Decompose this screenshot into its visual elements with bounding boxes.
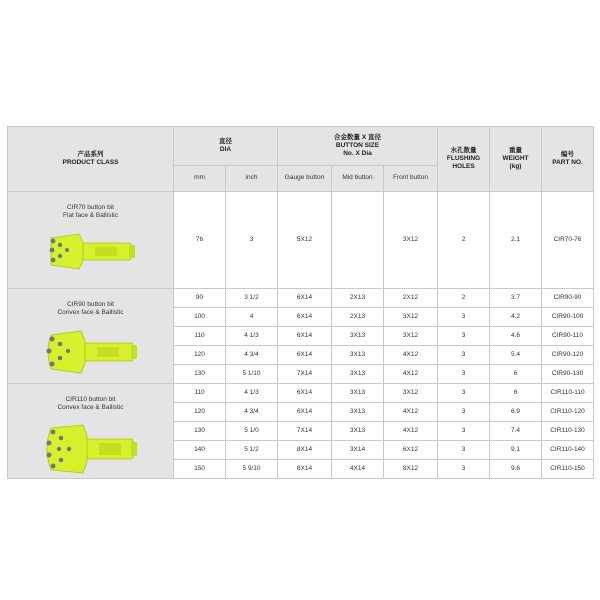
cell-inch: 3 [226,192,278,289]
cell-gauge: 6X14 [278,308,332,327]
cell-part: CIR110-110 [542,384,594,403]
group-cir70 [8,192,594,289]
cell-front: 4X12 [384,403,438,422]
product-type: Flat face & Ballistic [63,212,118,220]
product-name: CIR110 button bit [65,396,116,403]
header-button-size-zh: 合金数量 X 直径 [334,133,381,141]
cell-front: 6X12 [384,441,438,460]
cell-gauge: 7X14 [278,365,332,384]
cell-part: CIR70-76 [542,192,594,289]
header-product-class-zh: 产品系列 [77,150,104,158]
cell-inch: 4 [226,308,278,327]
product-name: CIR90 button bit [67,301,114,308]
cell-inch: 4 3/4 [226,346,278,365]
product-cell [8,289,174,384]
cell-part: CIR110-130 [542,422,594,441]
cell-holes: 2 [438,192,490,289]
cell-mm: 120 [174,346,226,365]
button-bit-icon [43,230,139,272]
cell-inch: 4 1/3 [226,384,278,403]
cell-gauge: 8X14 [278,460,332,479]
cell-gauge: 6X14 [278,289,332,308]
cell-gauge: 7X14 [278,422,332,441]
product-cell [8,192,174,289]
cell-holes: 3 [438,441,490,460]
header-gauge-button: Gauge button [278,166,332,192]
cell-mm: 100 [174,308,226,327]
cell-part: CIR110-150 [542,460,594,479]
cell-mid: 3X14 [332,441,384,460]
cell-weight: 7.4 [490,422,542,441]
product-name: CIR70 button bit [67,204,114,211]
header-button-size [278,127,438,166]
cell-mm: 150 [174,460,226,479]
cell-holes: 3 [438,346,490,365]
cell-inch: 4 1/3 [226,327,278,346]
cell-front: 4X12 [384,346,438,365]
cell-holes: 3 [438,460,490,479]
cell-front: 8X12 [384,460,438,479]
cell-holes: 3 [438,327,490,346]
header-mid-button: Mid button [332,166,384,192]
cell-mid: 2X13 [332,289,384,308]
header-part-en: PART NO. [552,159,583,166]
cell-part: CIR110-120 [542,403,594,422]
cell-weight: 3.7 [490,289,542,308]
cell-weight: 6 [490,384,542,403]
table-row [8,192,594,289]
header-dia-en: DIA [219,146,232,153]
cell-mid: 3X13 [332,422,384,441]
cell-mm: 130 [174,365,226,384]
cell-front: 3X12 [384,192,438,289]
table-row [8,384,594,403]
cell-front: 3X12 [384,327,438,346]
cell-mid [332,192,384,289]
cell-weight: 6 [490,365,542,384]
cell-mid: 3X13 [332,384,384,403]
cell-mid: 2X13 [332,308,384,327]
cell-mm: 140 [174,441,226,460]
cell-mid: 3X13 [332,346,384,365]
header-weight-unit: (kg) [509,163,522,171]
cell-front: 3X12 [384,308,438,327]
cell-front: 2X12 [384,289,438,308]
header-part-zh: 编号 [561,150,575,158]
header-flushing-zh: 水孔数量 [450,146,477,154]
cell-holes: 3 [438,365,490,384]
cell-gauge: 8X14 [278,441,332,460]
product-spec-table [7,126,594,479]
cell-gauge: 6X14 [278,346,332,365]
cell-mm: 76 [174,192,226,289]
cell-mid: 3X13 [332,365,384,384]
cell-weight: 9.6 [490,460,542,479]
cell-inch: 5 1/2 [226,441,278,460]
cell-weight: 6.9 [490,403,542,422]
cell-weight: 9.1 [490,441,542,460]
cell-gauge: 6X14 [278,384,332,403]
cell-weight: 2.1 [490,192,542,289]
cell-mm: 110 [174,327,226,346]
header-button-size-sub: No. X Dia [343,150,372,158]
header-flushing-holes [438,127,490,192]
cell-mm: 130 [174,422,226,441]
cell-weight: 5.4 [490,346,542,365]
table-row [8,289,594,308]
cell-part: CIR90-90 [542,289,594,308]
header-button-size-en: BUTTON SIZE [335,141,380,149]
header-weight [490,127,542,192]
header-weight-zh: 重量 [509,146,523,154]
header-product-class [8,127,174,192]
cell-mm: 120 [174,403,226,422]
cell-mm: 110 [174,384,226,403]
cell-holes: 3 [438,308,490,327]
button-bit-icon [41,327,141,375]
header-flushing-en: FLUSHING HOLES [446,154,481,171]
cell-holes: 3 [438,384,490,403]
cell-holes: 3 [438,422,490,441]
cell-mid: 3X13 [332,403,384,422]
cell-weight: 4.2 [490,308,542,327]
cell-mid: 3X13 [332,327,384,346]
cell-inch: 5 1/0 [226,422,278,441]
cell-holes: 2 [438,289,490,308]
header-dia [174,127,278,166]
header-weight-en: WEIGHT [502,154,529,162]
cell-mm: 90 [174,289,226,308]
header-dia-zh: 直径 [219,137,232,145]
cell-weight: 4.6 [490,327,542,346]
cell-mid: 4X14 [332,460,384,479]
product-type: Convex face & Ballistic [57,309,124,317]
cell-front: 3X12 [384,384,438,403]
cell-gauge: 5X12 [278,192,332,289]
cell-holes: 3 [438,403,490,422]
cell-part: CIR90-100 [542,308,594,327]
cell-part: CIR90-110 [542,327,594,346]
header-mm: mm [174,166,226,192]
cell-part: CIR110-140 [542,441,594,460]
cell-inch: 3 1/2 [226,289,278,308]
cell-gauge: 6X14 [278,327,332,346]
cell-part: CIR90-120 [542,346,594,365]
cell-inch: 5 9/10 [226,460,278,479]
product-type: Convex face & Ballistic [57,404,124,412]
button-bit-icon [41,422,141,474]
cell-inch: 4 3/4 [226,403,278,422]
header-part-no [542,127,594,192]
header-inch: inch [226,166,278,192]
product-cell [8,384,174,479]
header-front-button: Front button [384,166,438,192]
cell-part: CIR90-130 [542,365,594,384]
header-product-class-en: PRODUCT CLASS [62,159,119,166]
cell-front: 4X12 [384,365,438,384]
cell-front: 4X12 [384,422,438,441]
group-cir110 [8,384,594,479]
cell-inch: 5 1/10 [226,365,278,384]
group-cir90 [8,289,594,384]
cell-gauge: 6X14 [278,403,332,422]
